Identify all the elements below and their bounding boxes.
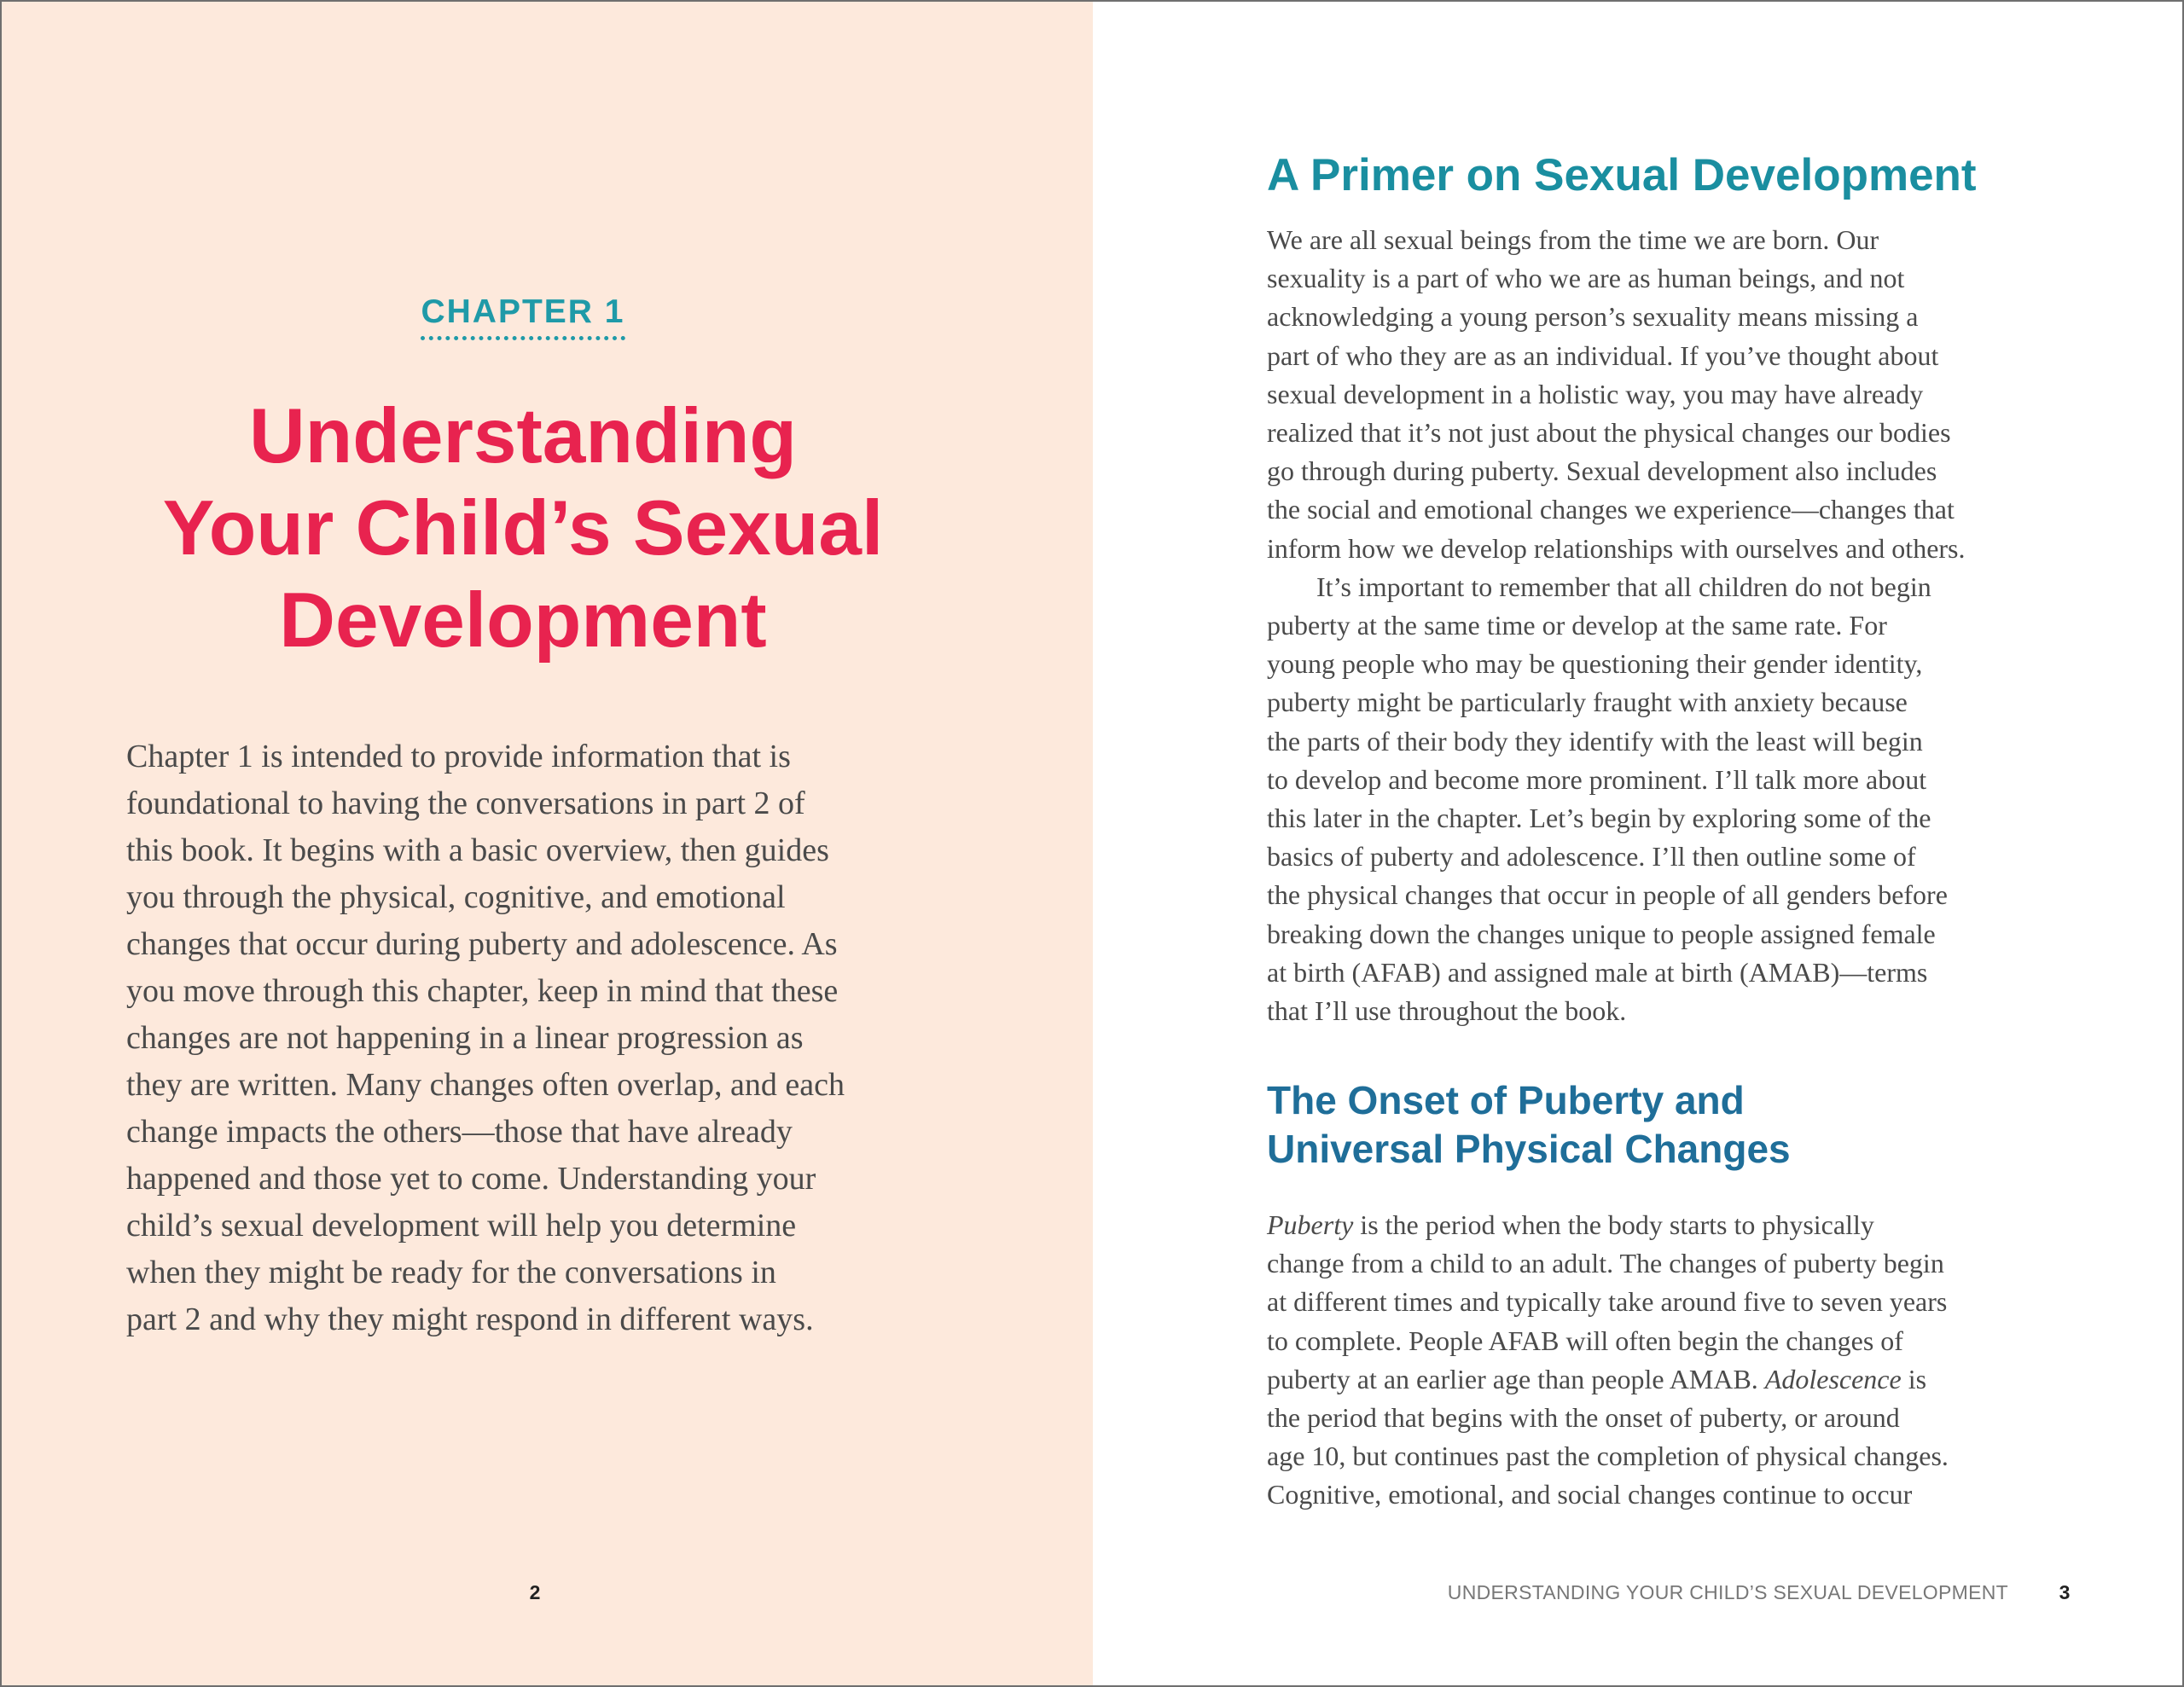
text-line: changes that occur during puberty and adolescence. As: [126, 926, 838, 962]
text-line: inform how we develop relationships with ourselves and others.: [1267, 532, 1966, 564]
text-line: this book. It begins with a basic overview, then guides: [126, 832, 829, 868]
text-line: sexuality is a part of who we are as human beings, and not: [1267, 263, 1905, 294]
text-line: acknowledging a young person’s sexuality means missing a: [1267, 301, 1919, 333]
text-line: you through the physical, cognitive, and emotional: [126, 879, 786, 915]
text-line: puberty at the same time or develop at the same rate. For: [1267, 610, 1887, 641]
text-line: young people who may be questioning their gender identity,: [1267, 648, 1923, 680]
subsection-heading-line: The Onset of Puberty and: [1267, 1078, 1745, 1122]
left-page: [2, 2, 1093, 1687]
text-line: changes are not happening in a linear progression as: [126, 1020, 804, 1056]
text-line: part 2 and why they might respond in different ways.: [126, 1301, 814, 1337]
text-line: Cognitive, emotional, and social changes continue to occur: [1267, 1479, 1913, 1510]
running-head: UNDERSTANDING YOUR CHILD’S SEXUAL DEVELOPMENT: [1447, 1581, 2008, 1603]
text-line: the parts of their body they identify with the least will begin: [1267, 725, 1923, 757]
text-line: basics of puberty and adolescence. I’ll then outline some of: [1267, 841, 1916, 872]
text-line: realized that it’s not just about the physical changes our bodies: [1267, 417, 1951, 449]
text-line: part of who they are as an individual. If you’ve thought about: [1267, 339, 1939, 371]
text-line: age 10, but continues past the completion of physical changes.: [1267, 1441, 1949, 1472]
text-line: go through during puberty. Sexual development also includes: [1267, 455, 1937, 487]
text-line: foundational to having the conversations in part 2 of: [126, 786, 805, 821]
text-line: We are all sexual beings from the time we are born. Our: [1267, 224, 1879, 255]
chapter-title-line: Understanding: [248, 393, 798, 479]
section-heading: A Primer on Sexual Development: [1267, 150, 1977, 200]
subsection-heading: [1267, 1076, 1791, 1174]
text-line: the social and emotional changes we experience—changes that: [1267, 494, 1955, 525]
text-line: you move through this chapter, keep in mind that these: [126, 973, 839, 1009]
text-line: to develop and become more prominent. I’ll talk more about: [1267, 763, 1927, 795]
text-line: they are written. Many changes often overlap, and each: [126, 1067, 845, 1103]
text-line: sexual development in a holistic way, you may have already: [1267, 378, 1924, 409]
body-paragraph-puberty: [1267, 1206, 2086, 1515]
term-puberty: Puberty: [1267, 1209, 1354, 1240]
text-line: the physical changes that occur in people of all genders before: [1267, 879, 1948, 911]
body-paragraphs: [1267, 221, 2086, 1030]
text-line: that I’ll use throughout the book.: [1267, 995, 1627, 1027]
term-adolescence: Adolescence: [1764, 1363, 1902, 1394]
text-line: at birth (AFAB) and assigned male at birth (AMAB)—terms: [1267, 956, 1928, 988]
text-line: when they might be ready for the conversations in: [126, 1255, 776, 1290]
text-line: child’s sexual development will help you determine: [126, 1208, 797, 1244]
text-line: this later in the chapter. Let’s begin by exploring some of the: [1267, 803, 1931, 834]
text-line: It’s important to remember that all children do not begin: [1316, 571, 1931, 602]
text-line: puberty might be particularly fraught with anxiety because: [1267, 687, 1908, 718]
page-number-left: 2: [529, 1581, 541, 1603]
text-line: the period that begins with the onset of puberty, or around: [1267, 1402, 1900, 1434]
chapter-label: CHAPTER 1: [2, 293, 1044, 340]
text-line: change impacts the others—those that have already: [126, 1114, 793, 1150]
chapter-title-line: Development: [279, 577, 767, 664]
chapter-title-line: Your Child’s Sexual: [162, 485, 884, 571]
chapter-intro: [126, 733, 979, 1343]
text-line: change from a child to an adult. The changes of puberty begin: [1267, 1248, 1944, 1279]
text-line: at different times and typically take around five to seven years: [1267, 1286, 1948, 1318]
text-line: to complete. People AFAB will often begin the changes of: [1267, 1325, 1903, 1356]
text-line: Puberty is the period when the body starts to physically: [1267, 1209, 1874, 1240]
text-line: puberty at an earlier age than people AMAB. Adolescence is: [1267, 1363, 1927, 1394]
chapter-title: [2, 391, 1044, 667]
page-number-right: 3: [2059, 1581, 2071, 1603]
text-line: Chapter 1 is intended to provide information that is: [126, 739, 791, 774]
text-line: happened and those yet to come. Understanding your: [126, 1161, 816, 1197]
subsection-heading-line: Universal Physical Changes: [1267, 1127, 1791, 1171]
text-line: breaking down the changes unique to people assigned female: [1267, 918, 1936, 949]
